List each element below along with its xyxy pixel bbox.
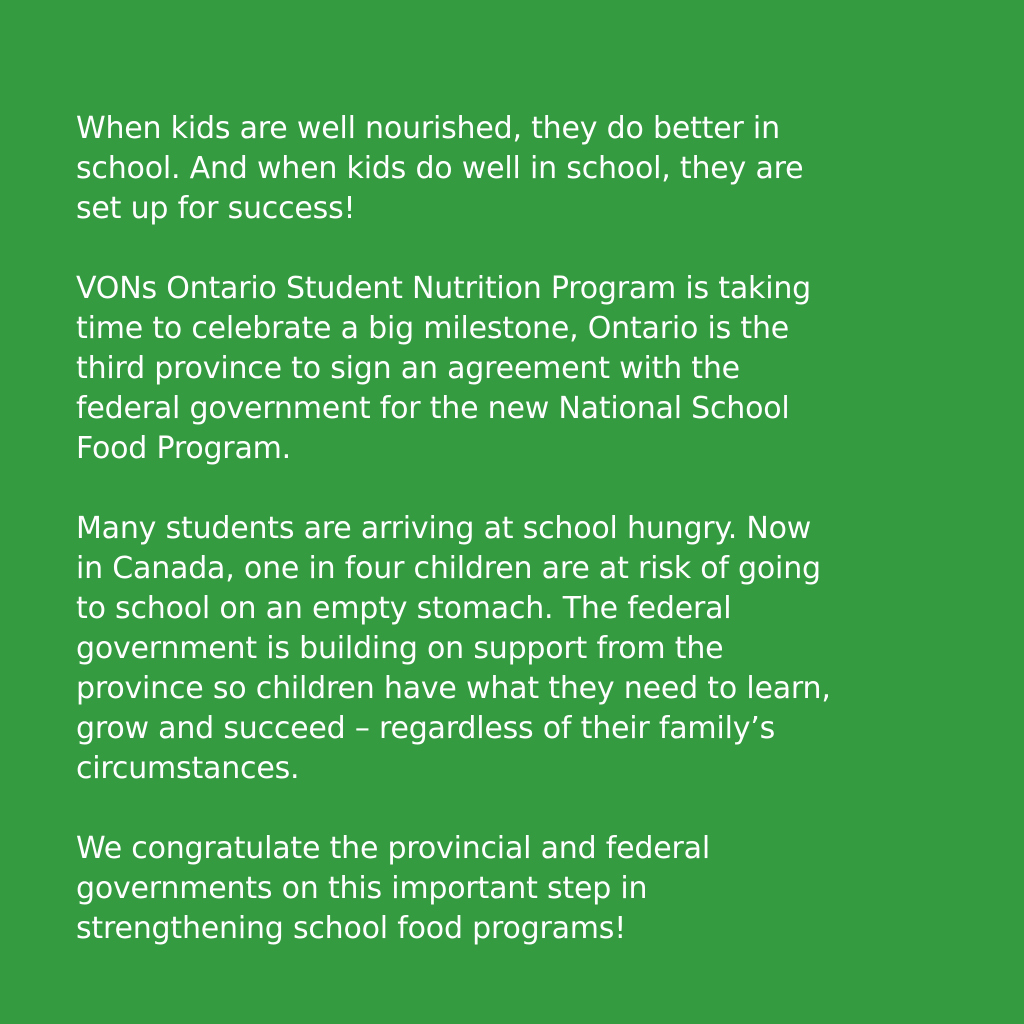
paragraph-line: Food Program. (76, 431, 291, 466)
paragraph-line: VONs Ontario Student Nutrition Program is taking (76, 271, 811, 306)
paragraph-line: Many students are arriving at school hungry. Now (76, 511, 812, 546)
paragraph-line: government is building on support from the (76, 631, 724, 666)
paragraph-hungry-students (76, 509, 956, 789)
paragraph-congratulations (76, 829, 956, 949)
paragraph-line: school. And when kids do well in school, they are (76, 151, 804, 186)
paragraph-line: grow and succeed – regardless of their family’s (76, 711, 776, 746)
paragraph-line: in Canada, one in four children are at risk of going (76, 551, 821, 586)
paragraph-line: to school on an empty stomach. The federal (76, 591, 732, 626)
paragraph-line: federal government for the new National School (76, 391, 790, 426)
paragraph-line: governments on this important step in (76, 871, 648, 906)
paragraph-line: province so children have what they need to learn, (76, 671, 831, 706)
paragraph-milestone (76, 269, 956, 469)
paragraph-line: time to celebrate a big milestone, Ontario is the (76, 311, 790, 346)
paragraph-line: circumstances. (76, 751, 300, 786)
paragraph-nutrition-success (76, 109, 956, 229)
paragraph-line: third province to sign an agreement with the (76, 351, 740, 386)
paragraph-line: set up for success! (76, 191, 356, 226)
paragraph-line: strengthening school food programs! (76, 911, 627, 946)
announcement-text (76, 109, 956, 949)
paragraph-line: We congratulate the provincial and federal (76, 831, 710, 866)
paragraph-line: When kids are well nourished, they do better in (76, 111, 780, 146)
